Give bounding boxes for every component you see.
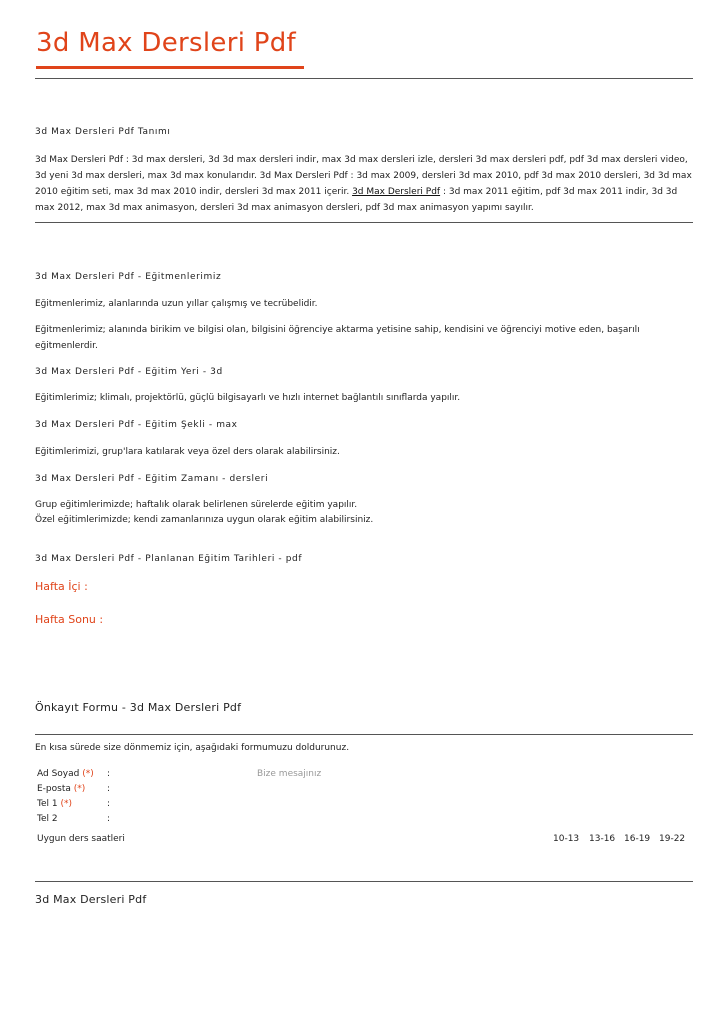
field-tel1-label xyxy=(37,799,72,809)
form-heading: Önkayıt Formu - 3d Max Dersleri Pdf xyxy=(35,701,242,714)
name-input[interactable] xyxy=(115,767,245,780)
time-line1: Grup eğitimlerimizde; haftalık olarak belirlenen sürelerde eğitim yapılır. xyxy=(35,500,358,510)
definition-text-before: 3d Max Dersleri Pdf : 3d max dersleri, 3d 3d max dersleri indir, max 3d max dersleri izle, dersleri 3d max dersleri pdf, pdf 3d max dersleri video, 3d yeni 3d max dersleri, max 3d max konularıdır. 3d Max Dersleri Pdf : 3d max 2009, dersleri 3d max 2010, pdf 3d max 2010 dersleri, 3d 3d max 2010 eğitim seti, max 3d max 2010 indir, dersleri 3d max 2011 içerir. xyxy=(35,155,692,197)
hours-label: Uygun ders saatleri xyxy=(37,834,125,844)
definition-link[interactable]: 3d Max Dersleri Pdf xyxy=(352,187,441,197)
hour-option-4[interactable]: 19-22 xyxy=(659,834,686,844)
hour-option-2[interactable]: 13-16 xyxy=(589,834,616,844)
divider xyxy=(35,78,693,79)
hour-option-1[interactable]: 10-13 xyxy=(553,834,580,844)
trainers-p1: Eğitmenlerimiz, alanlarında uzun yıllar çalışmış ve tecrübelidir. xyxy=(35,299,318,309)
field-name-text: Ad Soyad xyxy=(37,769,80,779)
field-email-label xyxy=(37,784,85,794)
trainers-p2: Eğitmenlerimiz; alanında birikim ve bilgisi olan, bilgisini öğrenciye aktarma yetisine sahip, kendisini ve öğrenciyi motive eden, başarılı eğitmenlerdir. xyxy=(35,325,640,351)
place-text: Eğitimlerimiz; klimalı, projektörlü, güçlü bilgisayarlı ve hızlı internet bağlantılı sınıflarda yapılır. xyxy=(35,393,461,403)
divider xyxy=(35,881,693,882)
definition-text xyxy=(35,152,695,216)
hour-option-3[interactable]: 16-19 xyxy=(624,834,651,844)
time-heading: 3d Max Dersleri Pdf - Eğitim Zamanı - dersleri xyxy=(35,474,269,484)
field-name-colon: : xyxy=(107,769,111,779)
trainers-heading: 3d Max Dersleri Pdf - Eğitmenlerimiz xyxy=(35,272,222,282)
shape-heading: 3d Max Dersleri Pdf - Eğitim Şekli - max xyxy=(35,420,238,430)
divider xyxy=(35,222,693,223)
definition-heading: 3d Max Dersleri Pdf Tanımı xyxy=(35,127,171,137)
message-textarea[interactable]: Bize mesajınız xyxy=(257,769,322,779)
page-title: 3d Max Dersleri Pdf xyxy=(36,28,297,58)
dates-heading: 3d Max Dersleri Pdf - Planlanan Eğitim Tarihleri - pdf xyxy=(35,554,303,564)
place-heading: 3d Max Dersleri Pdf - Eğitim Yeri - 3d xyxy=(35,367,223,377)
tel1-input[interactable] xyxy=(115,797,245,810)
field-tel1-colon: : xyxy=(107,799,111,809)
time-line2: Özel eğitimlerimizde; kendi zamanlarınıza uygun olarak eğitim alabilirsiniz. xyxy=(35,515,374,525)
tel2-input[interactable] xyxy=(115,812,245,825)
weekend-label: Hafta Sonu : xyxy=(35,613,104,626)
email-input[interactable] xyxy=(115,782,245,795)
field-tel2-text: Tel 2 xyxy=(37,814,58,824)
weekday-label: Hafta İçi : xyxy=(35,580,88,593)
title-underline xyxy=(36,66,304,69)
field-tel2-colon: : xyxy=(107,814,111,824)
form-intro: En kısa sürede size dönmemiz için, aşağıdaki formumuzu doldurunuz. xyxy=(35,743,350,753)
field-tel2-label xyxy=(37,814,58,824)
required-marker: (*) xyxy=(60,799,72,809)
field-email-text: E-posta xyxy=(37,784,71,794)
divider xyxy=(35,734,693,735)
field-email-colon: : xyxy=(107,784,111,794)
shape-text: Eğitimlerimizi, grup'lara katılarak veya özel ders olarak alabilirsiniz. xyxy=(35,447,340,457)
field-name-label xyxy=(37,769,94,779)
footer-title: 3d Max Dersleri Pdf xyxy=(35,893,147,906)
required-marker: (*) xyxy=(73,784,86,794)
definition-text-after: : 3d max 2011 eğitim, pdf 3d max 2011 indir, 3d 3d max 2012, max 3d max animasyon, dersleri 3d max animasyon dersleri, pdf 3d max animasyon yapımı sayılır. xyxy=(35,187,678,213)
field-tel1-text: Tel 1 xyxy=(37,799,58,809)
required-marker: (*) xyxy=(82,769,94,779)
